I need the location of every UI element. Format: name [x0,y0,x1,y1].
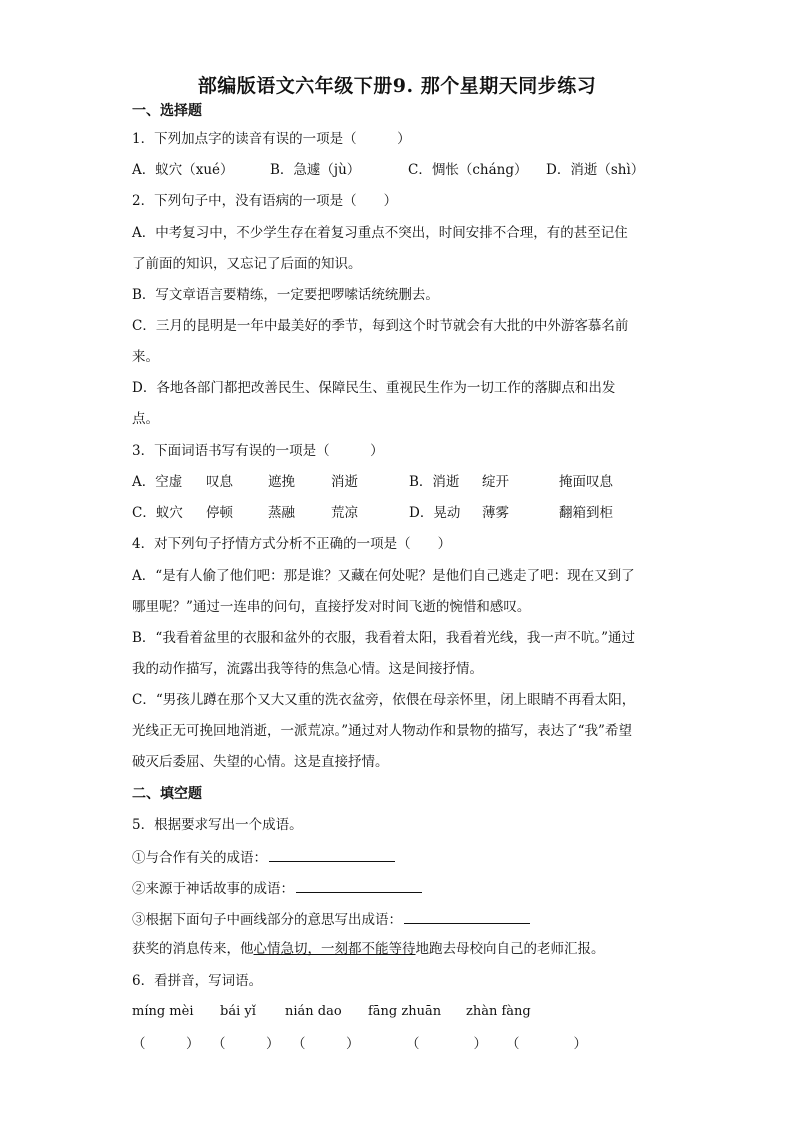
q3-word: 掩面叹息 [559,474,613,490]
answer-blank[interactable] [404,909,530,924]
q4-option-c-line3: 破灭后委屈、失望的心情。这是直接抒情。 [132,754,389,770]
q1-option-d: D．消逝（shì） [546,162,645,178]
q2-option-d-line1: D．各地各部门都把改善民生、保障民生、重视民生作为一切工作的落脚点和出发 [132,380,616,396]
section-heading-fill: 二、填空题 [132,786,202,802]
q1-stem: 1．下列加点字的读音有误的一项是（ ） [132,131,411,147]
q5-stem: 5．根据要求写出一个成语。 [132,817,303,833]
pinyin: zhàn fàng [466,1004,531,1019]
q2-option-a-line1: A．中考复习中，不少学生存在着复习重点不突出，时间安排不合理，有的甚至记住 [132,225,628,241]
page-title: 部编版语文六年级下册9. 那个星期天同步练习 [197,75,597,97]
q3-word: 薄雾 [482,505,509,521]
q3-word: 叹息 [206,474,233,490]
answer-blank[interactable] [296,878,422,893]
answer-bracket[interactable]: （ ） [212,1036,280,1052]
q3-word: 停顿 [206,505,233,521]
q1-options [132,161,672,179]
section-heading-choice: 一、选择题 [132,103,202,119]
q4-stem: 4．对下列句子抒情方式分析不正确的一项是（ ） [132,536,452,552]
q3-word: A．空虚 [132,474,183,490]
q5-sentence [132,940,605,958]
q3-word: 翻箱到柜 [559,505,613,521]
q1-option-c: C．惆怅（cháng） [408,162,528,178]
q3-word: 蒸融 [268,505,295,521]
q2-option-d-line2: 点。 [132,411,159,427]
q6-pinyin-row [132,1003,672,1021]
pinyin: fāng zhuān [368,1004,442,1019]
q4-option-b-line1: B．“我看着盆里的衣服和盆外的衣服，我看着太阳，我看着光线，我一声不吭。”通过 [132,630,635,646]
q3-word: B．消逝 [409,474,460,490]
q6-stem: 6．看拼音，写词语。 [132,973,263,989]
pinyin: bái yǐ [220,1004,256,1019]
q5-item-2 [132,878,422,898]
q4-option-a-line1: A．“是有人偷了他们吧：那是谁？又藏在何处呢？是他们自己逃走了吧：现在又到了 [132,568,635,584]
answer-bracket[interactable]: （ ） [132,1036,200,1052]
answer-blank[interactable] [269,847,395,862]
sentence-text: 获奖的消息传来，他 [132,941,254,957]
q3-word: C．蚁穴 [132,505,183,521]
q5-item-1-label: ①与合作有关的成语： [132,850,267,866]
q3-word: 荒凉 [331,505,358,521]
q2-option-a-line2: 了前面的知识，又忘记了后面的知识。 [132,256,362,272]
q1-option-a: A．蚁穴（xué） [132,162,234,178]
q1-option-b: B．急遽（jù） [270,162,361,178]
q4-option-a-line2: 哪里呢？”通过一连串的问句，直接抒发对时间飞逝的惋惜和感叹。 [132,599,531,615]
q5-item-3-label: ③根据下面句子中画线部分的意思写出成语： [132,912,402,928]
q2-stem: 2．下列句子中，没有语病的一项是（ ） [132,193,398,209]
q5-item-1 [132,847,395,867]
q2-option-c-line1: C．三月的昆明是一年中最美好的季节，每到这个时节就会有大批的中外游客慕名前 [132,318,629,334]
answer-bracket[interactable]: （ ） [406,1036,487,1052]
q2-option-b: B．写文章语言要精练，一定要把啰嗦话统统删去。 [132,287,439,303]
q6-answer-row [132,1035,672,1053]
answer-bracket[interactable]: （ ） [506,1036,587,1052]
pinyin: míng mèi [132,1004,194,1019]
q4-option-c-line1: C．“男孩儿蹲在那个又大又重的洗衣盆旁，依偎在母亲怀里，闭上眼睛不再看太阳， [132,692,636,708]
q3-stem: 3．下面词语书写有误的一项是（ ） [132,443,384,459]
q3-word: 绽开 [482,474,509,490]
q5-item-2-label: ②来源于神话故事的成语： [132,881,294,897]
q5-item-3 [132,909,530,929]
q2-option-c-line2: 来。 [132,349,159,365]
q3-row1 [132,473,672,491]
q4-option-c-line2: 光线正无可挽回地消逝，一派荒凉。”通过对人物动作和景物的描写，表达了“我”希望 [132,723,632,739]
q3-word: 消逝 [331,474,358,490]
sentence-text: 地跑去母校向自己的老师汇报。 [415,941,605,957]
q4-option-b-line2: 我的动作描写，流露出我等待的焦急心情。这是间接抒情。 [132,661,483,677]
underlined-phrase: 心情急切，一刻都不能等待 [253,941,416,957]
answer-bracket[interactable]: （ ） [292,1036,360,1052]
q3-row2 [132,504,672,522]
pinyin: nián dao [285,1004,342,1019]
q3-word: 遮挽 [268,474,295,490]
q3-word: D．晃动 [409,505,461,521]
